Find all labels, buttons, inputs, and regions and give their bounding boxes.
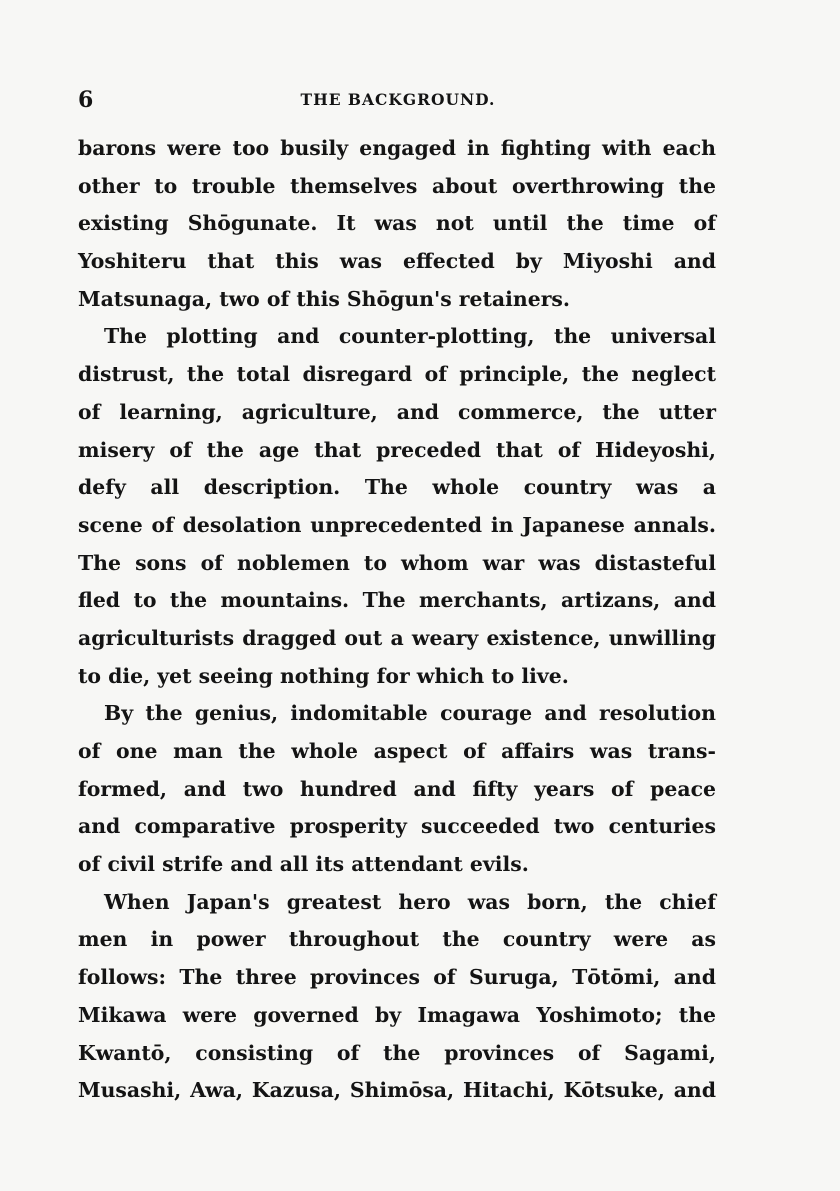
text-line: By the genius, indomitable courage and resolution — [104, 701, 716, 726]
text-line: Mikawa were governed by Imagawa Yoshimoto; the — [78, 1002, 716, 1027]
text-line: barons were too busily engaged in fighting with each — [78, 136, 716, 160]
text-line: formed, and two hundred and fifty years of peace — [78, 776, 716, 801]
text-line: Matsunaga, two of this Shōgun's retainers. — [78, 286, 571, 311]
text-line: men in power throughout the country were as — [78, 927, 716, 952]
text-line: The sons of noblemen to whom war was distasteful — [78, 550, 716, 575]
text-line: follows: The three provinces of Suruga, Tōtōmi, and — [78, 965, 716, 990]
text-line: agriculturists dragged out a weary existence, unwilling — [78, 625, 716, 650]
text-line: When Japan's greatest hero was born, the chief — [104, 889, 716, 914]
text-line: existing Shōgunate. It was not until the time of — [78, 211, 716, 236]
text-line: distrust, the total disregard of principle, the neglect — [78, 362, 716, 387]
text-line: defy all description. The whole country was a — [78, 475, 716, 500]
text-line: misery of the age that preceded that of Hideyoshi, — [78, 437, 716, 462]
text-line: fled to the mountains. The merchants, artizans, and — [78, 588, 716, 613]
text-line: Yoshiteru that this was effected by Miyoshi and — [78, 249, 716, 274]
text-line: to die, yet seeing nothing for which to live. — [78, 663, 569, 688]
text-line: other to trouble themselves about overthrowing the — [78, 173, 716, 198]
text-line: of learning, agriculture, and commerce, the utter — [78, 399, 716, 424]
page-header — [78, 80, 718, 120]
text-line: and comparative prosperity succeeded two centuries — [78, 814, 716, 839]
text-line: The plotting and counter-plotting, the universal — [104, 324, 716, 349]
running-head: THE BACKGROUND. — [300, 90, 496, 109]
text-line: of civil strife and all its attendant evils. — [78, 852, 529, 877]
text-line: Kwantō, consisting of the provinces of Sagami, — [78, 1040, 716, 1065]
text-line: scene of desolation unprecedented in Japanese annals. — [78, 512, 716, 537]
text-line: of one man the whole aspect of affairs was trans- — [78, 739, 716, 763]
text-line: Musashi, Awa, Kazusa, Shimōsa, Hitachi, Kōtsuke, and — [78, 1078, 716, 1103]
page-number: 6 — [78, 87, 94, 113]
body-text — [78, 130, 716, 1110]
